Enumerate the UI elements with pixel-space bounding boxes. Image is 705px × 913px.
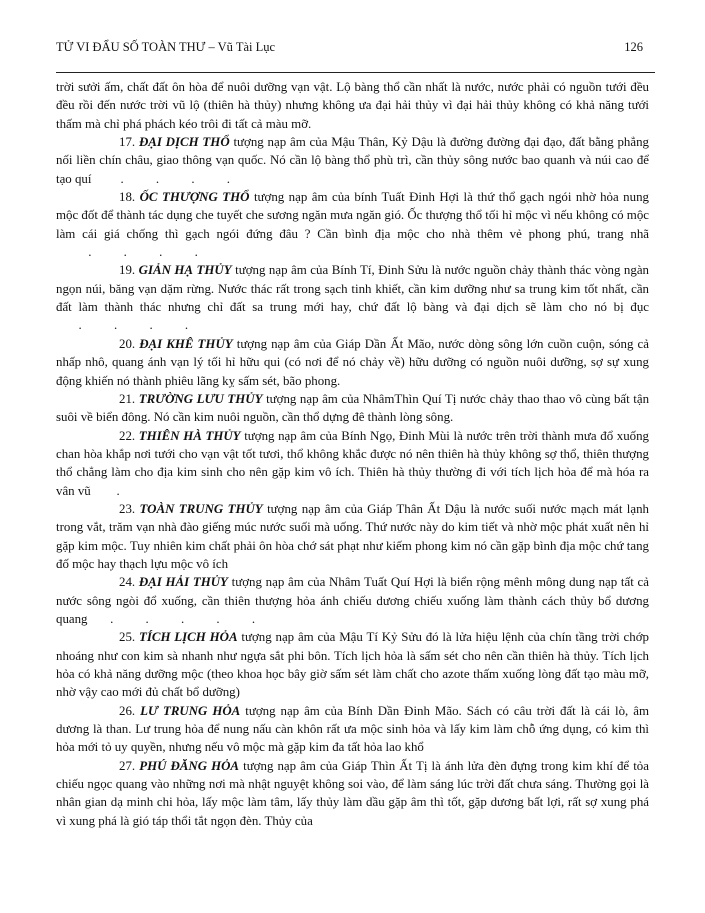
- entry-number: 26.: [119, 703, 136, 718]
- entry-title: PHÚ ĐĂNG HỎA: [139, 758, 240, 773]
- entry-text: tượng nạp âm của bính Tuất Đinh Hợi là thứ thổ gạch ngói nhờ hỏa nung mộc đốt để thành tác dụng che tuyết che sương ngăn mưa ngăn gió. Ốc thượng thổ tối hỉ mộc vì nếu không có mộc làm cái giá chống thì gạch ngói đứng đâu ? Cần bình địa mộc cho nhà thêm vẻ phong phú, trang nhã: [56, 190, 649, 241]
- entry-title: GIẢN HẠ THỦY: [138, 263, 232, 278]
- entry-dots: . . . .: [56, 245, 198, 260]
- entry-title: ĐẠI KHÊ THỦY: [139, 336, 233, 351]
- entry-dots: . . . .: [56, 318, 189, 333]
- entry-number: 21.: [119, 391, 136, 406]
- page-number: 126: [624, 40, 643, 54]
- entry-text: tượng nạp âm của Bính Dần Đinh Mão. Sách có câu trời đất là cái lò, âm dương là than. Lư trung hỏa để nung nấu càn khôn rất ưa mộc sinh hỏa và lấy kim làm chỗ ứng dụng, có kim thì hỏa mới tỏ uy quyền, nhưng nếu vô mộc mà gặp kim đa tất hỏa lao khổ: [56, 703, 649, 755]
- entry-text: tượng nạp âm của Giáp Thìn Ất Tị là ánh lửa đèn đựng trong kim khí để tỏa chiếu ngọc quang vào những nơi mà nhật nguyệt không soi vào, để làm sáng lúc trời đất chưa sáng. Thường gọi là nhân gian dạ minh chi hỏa, lấy mộc làm tâm, lấy thủy làm dầu gặp âm thì tốt, gặp dương bất lợi, rất sợ xung phá vì xung phá là gió táp thổi tắt ngọn đèn. Thủy của: [56, 758, 649, 828]
- entry-number: 25.: [119, 630, 136, 645]
- entry-number: 27.: [119, 758, 136, 773]
- entry-text: tượng nạp âm của Mậu Tí Kỷ Sửu đó là lửa hiệu lệnh của chín tầng trời chớp nhoáng như con kim sà nhanh như ngựa sắt phi bôn. Tích lịch hỏa là sấm sét cho nên cần thiên hà thủy. Tích lịch hỏa có khả năng dưỡng mộc (theo khoa học bây giờ sấm sét làm chất cho azote thấm xuống lòng đất tạo màu mỡ, nhờ vậy cao mới đủ chất bổ dưỡng): [56, 630, 649, 700]
- entry-title: ỐC THƯỢNG THỔ: [139, 190, 250, 205]
- entry-title: LƯ TRUNG HỎA: [140, 703, 241, 718]
- entry-text: tượng nạp âm của Bính Ngọ, Đinh Mùi là nước trên trời thành mưa đổ xuống chan hòa khắp nơi tưới cho vạn vật tốt tươi, thổ không khắc được nó nên thiên hà thủy không sợ thổ, thiên thượng thổ chẳng làm cho địa kim sinh cho nên gặp kim vô ích. Thiên hà thủy thường đi với tích lịch hỏa để mà hóa ra vân vũ: [56, 428, 649, 498]
- running-title: TỬ VI ĐẨU SỐ TOÀN THƯ – Vũ Tài Lục: [56, 40, 276, 54]
- entry-title: ĐẠI DỊCH THỔ: [138, 135, 230, 150]
- entry-title: TRƯỜNG LƯU THỦY: [138, 391, 263, 406]
- paragraph-continuation: trời sưởi ấm, chất đất ôn hòa để nuôi dưỡng vạn vật. Lộ bàng thổ cần nhất là nước, nước phải có nguồn tưới đều đều rồi đến nước trời vũ lộ (thiên hà thủy) nhưng không ưa đại hải thủy vì đại hải thủy không có khả năng tưới thấm mà chỉ phá phách kéo trôi đi tất cả màu mỡ.: [56, 80, 649, 131]
- entry-19: [56, 261, 649, 334]
- entry-number: 17.: [119, 135, 136, 150]
- entry-number: 19.: [119, 263, 136, 278]
- entry-dots: . . . .: [91, 171, 231, 186]
- entry-dots: .: [90, 483, 120, 498]
- entry-text: tượng nạp âm của Giáp Thân Ất Dậu là nước suối nước mạch mát lạnh trong vắt, trăm vạn nhà đào giếng múc nước suối mà uống. Thứ nước này do kim tiết và nhờ mộc phát xuất nên hỉ gặp kim mộc. Tuy nhiên kim chất phải ôn hòa chớ sát phạt như kiếm phong kim nó cần gặp bình địa mộc chứ tang đố mộc hay thạch lựu mộc vô ích: [56, 501, 649, 571]
- entry-22: [56, 427, 649, 500]
- entry-27: [56, 757, 649, 830]
- entry-21: [56, 390, 649, 427]
- entry-18: [56, 188, 649, 261]
- entry-title: ĐẠI HẢI THỦY: [138, 575, 228, 590]
- entry-title: TÍCH LỊCH HỎA: [138, 630, 238, 645]
- entry-20: [56, 335, 649, 390]
- page-header: [56, 40, 643, 60]
- entry-title: TOÀN TRUNG THỦY: [139, 501, 263, 516]
- entry-dots: . . . . .: [87, 611, 256, 626]
- body-text: [56, 78, 649, 830]
- entry-text: tượng nạp âm của Nhâm Tuất Quí Hợi là biển rộng mênh mông dung nạp tất cả nước sông ngòi đổ xuống, cần thiên thượng hỏa ánh chiếu dương chiếu xuống làm thành cách thủy bổ dương quang: [56, 575, 649, 626]
- entry-25: [56, 628, 649, 701]
- entry-text: tượng nạp âm của Mậu Thân, Kỷ Dậu là đường đường đại đạo, đất bằng phẳng nối liền chín châu, giao thông vạn quốc. Nó cần lộ bàng thổ phù trì, cần thủy sông nước bao quanh và núi cao để tạo quí: [56, 135, 649, 186]
- entry-23: [56, 500, 649, 573]
- entry-number: 20.: [119, 336, 136, 351]
- header-rule: [56, 72, 655, 73]
- entry-number: 18.: [119, 190, 136, 205]
- entry-17: [56, 133, 649, 188]
- entry-text: tượng nạp âm của NhâmThìn Quí Tị nước chảy thao thao vô cùng bất tận suôi về biển đông. Nó cần kim nuôi nguồn, cần thổ dựng đê thành lòng sông.: [56, 391, 650, 425]
- entry-text: tượng nạp âm của Giáp Dần Ất Mão, nước dòng sông lớn cuồn cuộn, sóng cả nhấp nhô, quang ánh vạn lý tối hỉ hữu qui (có nơi để nó chảy về) hữu dưỡng có nguồn nuôi dưỡng, sợ sự xung động khiến nó thành phiêu lãng kỵ sấm sét, bão phong.: [56, 336, 649, 388]
- entry-title: THIÊN HÀ THỦY: [138, 428, 241, 443]
- entry-26: [56, 702, 649, 757]
- entry-number: 23.: [119, 501, 136, 516]
- entry-24: [56, 573, 649, 628]
- entry-number: 22.: [119, 428, 136, 443]
- entry-text: tượng nạp âm của Bính Tí, Đinh Sửu là nước nguồn chảy thành thác vòng ngàn ngọn núi, băng vạn dặm rừng. Nước thác rất trong sạch tinh khiết, cần kim dưỡng như sa trung kim tốt nhất, cần đất làm thành thác nhưng chỉ đất sa trung mới hay, chứ đất lộ bàng và đại dịch sẽ làm cho nó bị đục: [56, 263, 649, 315]
- entry-number: 24.: [119, 575, 136, 590]
